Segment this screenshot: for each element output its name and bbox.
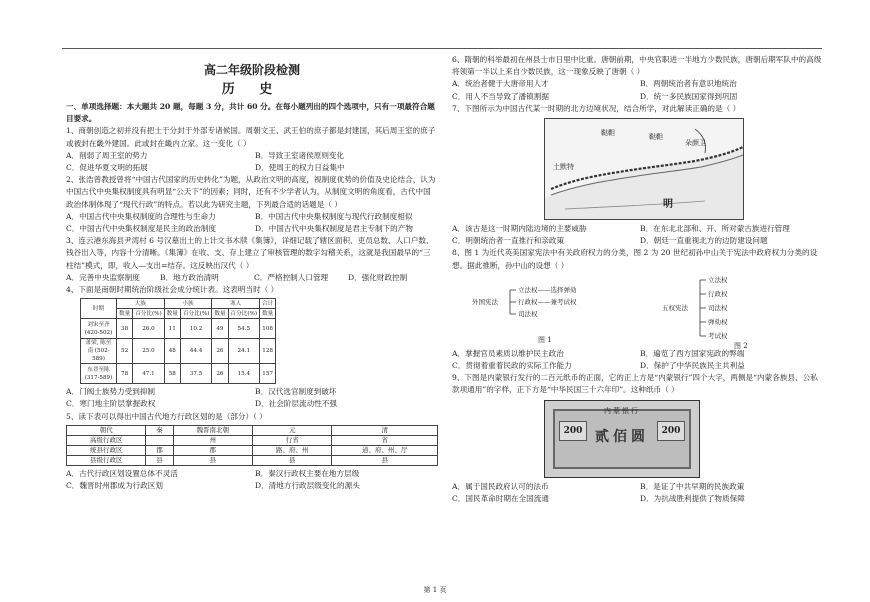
option-d[interactable]: D．中国古代中央集权制度是君主专制下的产物	[255, 224, 413, 234]
table-cell: 统县行政区	[67, 445, 146, 455]
table-row	[81, 364, 276, 384]
question-2-text: 2、张浩曾教授曾将“中国古代国家的历史转化”为题，从政治文明的高度，视制度优势的价值及史论结合，认为中国古代中央集权制度具有明显“公天下”的因素；同时，还有不少学者认为，从制度文明的角度看，古代中国政治体制体现了“现代行政”的特点。若以此为研究主题，下列最合适的话题是（ ）	[66, 175, 436, 209]
option-d[interactable]: D．保护了中华民族民主共利益	[640, 361, 745, 371]
question-3-text: 3、连云港东海县尹湾村 6 号汉墓出土的上计文书木牍《集簿》，详细记载了辖区面积、吏员总数、人口户数、钱谷出入等，内容十分清晰。《集簿》在收、支、存上建立了审核管理的数字勾稽关系，这就是我国最早的“三柱结”模式，即，收入—支出=结存。这反映出汉代（ ）	[66, 236, 434, 270]
option-a[interactable]: A．完善中央监察制度	[66, 272, 140, 282]
fig1-line: 行政权——兼考试权	[518, 297, 577, 306]
table-row	[81, 339, 276, 364]
table-subheader: 数量	[212, 309, 228, 319]
table-cell: 44.4	[180, 339, 211, 364]
table-cell: 县级行政区	[67, 455, 146, 465]
fig2-item: 考试权	[708, 331, 728, 340]
option-a[interactable]: A．削弱了周王室的势力	[66, 150, 148, 160]
question-8-text: 8、图 1 为近代英美国家宪法中有关政府权力的分类，图 2 为 20 世纪初孙中山关于宪法中政府权力分类的设想。据此推断，孙中山的设想（ ）	[452, 248, 818, 270]
admin-division-table	[66, 425, 438, 466]
fig1-line: 立法权——选择弹劾	[518, 285, 577, 294]
table-header: 时期	[81, 299, 117, 319]
table-cell: 10.2	[180, 319, 211, 339]
option-a[interactable]: A．门阀士族势力受到抑制	[66, 387, 156, 397]
table-header: 小族	[164, 299, 212, 309]
question-4-text: 4、下面是南朝时期统治阶级社会成分统计表。这表明当时（ ）	[66, 285, 279, 295]
option-b[interactable]: B．导致王室诸侯原则变化	[255, 150, 345, 160]
table-row	[67, 455, 438, 465]
fig2-item: 行政权	[708, 289, 728, 298]
northern-border-map	[544, 118, 744, 220]
question-6-text: 6、隋朝的科举最初在州县士市日里中比重。唐朝前期，中央官职进一半地方少数民族，唐朝后期军队中的高级将领第一半以上来自少数民族，这一现象反映了唐朝（ ）	[452, 55, 822, 77]
option-b[interactable]: B．地方政治清明	[160, 272, 219, 282]
table-cell: 58	[164, 364, 180, 384]
question-4-options	[66, 386, 438, 410]
exam-title: 高二年级阶段检测	[203, 63, 300, 77]
option-c[interactable]: C．用人不当导致了潘镇割据	[452, 91, 549, 101]
table-header: 魏晋南北朝	[173, 425, 252, 435]
table-cell: 48	[164, 339, 180, 364]
table-row	[67, 445, 438, 455]
banknote-title: 内蒙银行	[604, 406, 640, 415]
option-c[interactable]: C．严格控制人口管理	[254, 272, 329, 282]
page-number: 第 1 页	[423, 586, 447, 594]
option-a[interactable]: A．古代行政区划设置总体不灵活	[66, 468, 178, 478]
table-cell: 24.1	[228, 339, 259, 364]
option-c[interactable]: C．贯彻着重着民政的实际工作能力	[452, 361, 572, 371]
question-9-text: 9、下图是内蒙银行发行的二百元纸币的正面，它的正上方是“内蒙银行”四个大字，两侧是“内蒙各族县、公私款项通用”的字样，正下方是“中华民国三十六年印”。这种纸币（ ）	[452, 373, 818, 395]
question-2-options	[66, 211, 438, 235]
table-cell: 11	[164, 319, 180, 339]
table-header: 大族	[117, 299, 165, 309]
table-cell: 县	[146, 455, 173, 465]
table-cell: 州	[173, 435, 252, 445]
table-cell: 52	[117, 339, 133, 364]
fig2-caption: 图 2	[734, 341, 748, 350]
table-subheader: 百分比(%)	[180, 309, 211, 319]
table-cell: 78	[117, 364, 133, 384]
option-c[interactable]: C．明朝统治者一直推行和亲政策	[452, 236, 565, 246]
table-subheader: 数量	[164, 309, 180, 319]
option-d[interactable]: D．社会阶层流动性不强	[255, 399, 338, 409]
table-cell: 省	[332, 435, 438, 445]
option-c[interactable]: C．国民革命时期在全国流通	[452, 493, 549, 503]
table-header: 寒人	[212, 299, 260, 309]
option-a[interactable]: A．掌握官员素质以维护民主政治	[452, 348, 564, 358]
table-cell: 157	[260, 364, 276, 384]
option-b[interactable]: B．汉代选官制度到破坏	[255, 387, 337, 397]
table-cell: 县	[252, 455, 331, 465]
table-cell: 25.0	[133, 339, 164, 364]
period-cell: 东晋至陈 (317-589)	[81, 364, 117, 384]
option-a[interactable]: A．统治者健于大唐帝用人才	[452, 79, 549, 89]
option-b[interactable]: B．是证了中共早期的民族政策	[640, 481, 745, 491]
fig1-line: 司法权	[518, 309, 538, 318]
option-c[interactable]: C．促进华夏文明的拓展	[66, 163, 148, 173]
fig2-center: 五权宪法	[662, 303, 688, 312]
table-cell: 38	[117, 319, 133, 339]
table-header: 朝代	[67, 425, 146, 435]
table-cell: 路、府、州	[252, 445, 331, 455]
option-b[interactable]: B．在东北北部和、开、所对蒙古族进行管理	[640, 224, 790, 234]
table-row	[67, 435, 438, 445]
option-d[interactable]: D．朝廷一直重视北方的边防建设问题	[640, 236, 768, 246]
option-b[interactable]: B．遍览了西方国家宪政的弊端	[640, 348, 745, 358]
table-cell: 郡	[146, 445, 173, 455]
option-b[interactable]: B．两朝统治者有意识地统治	[640, 79, 737, 89]
table-header: 秦	[146, 425, 173, 435]
table-subheader: 百分比(%)	[133, 309, 164, 319]
option-a[interactable]: A．中国古代中央集权制度的合理性与生命力	[66, 211, 216, 221]
question-7-options	[452, 223, 822, 247]
table-cell: 15.4	[228, 364, 259, 384]
option-b[interactable]: B．中国古代中央集权制度与现代行政制度相似	[255, 211, 413, 221]
top-rule	[62, 48, 822, 49]
table-cell: 道、府、州、厅	[332, 445, 438, 455]
table-subheader: 数量	[260, 309, 276, 319]
left-column	[66, 54, 438, 492]
table-cell: 37.5	[180, 364, 211, 384]
map-label: 鞑靼	[601, 129, 615, 138]
table-header: 元	[252, 425, 331, 435]
banknote-value-right: 200	[657, 421, 685, 441]
table-header: 合计	[260, 299, 276, 309]
table-cell	[146, 435, 173, 445]
question-3-options	[66, 272, 438, 284]
table-cell: 49	[212, 319, 228, 339]
map-label: 土默特	[553, 163, 574, 172]
fig1-center: 外国宪法	[472, 297, 498, 306]
option-d[interactable]: D．为抗战胜利提供了物质保障	[640, 493, 745, 503]
option-a[interactable]: A．属于国民政府认可的法币	[452, 481, 549, 491]
table-cell: 47.1	[133, 364, 164, 384]
table-cell: 县	[173, 455, 252, 465]
table-cell: 26.0	[133, 319, 164, 339]
table-cell: 54.5	[228, 319, 259, 339]
option-d[interactable]: D．统一多民族国家得到巩固	[640, 91, 738, 101]
map-label: 鞑靼	[649, 133, 663, 142]
table-subheader: 百分比(%)	[228, 309, 259, 319]
question-7-text: 7、下图所示为中国古代某一时期的北方边境状况，结合所学，对此解读正确的是（ ）	[452, 103, 741, 113]
banknote-denomination: 贰佰圆	[595, 428, 649, 445]
period-cell: 刘宋至齐 (420-502)	[81, 319, 117, 339]
table-cell: 高级行政区	[67, 435, 146, 445]
period-cell: 萧梁, 陈至南 (502-589)	[81, 339, 117, 364]
option-c[interactable]: C．中国古代中央集权制度是民主的政治制度	[66, 224, 217, 234]
social-composition-table	[80, 298, 276, 384]
option-d[interactable]: D．强化财政控制	[348, 272, 408, 282]
table-subheader: 数量	[117, 309, 133, 319]
table-cell: 128	[260, 339, 276, 364]
option-c[interactable]: C．魏晋时州郡成为行政区划	[66, 481, 163, 491]
question-1-options	[66, 150, 438, 174]
table-cell: 26	[212, 339, 228, 364]
map-graphic	[545, 119, 744, 220]
fig1-caption: 图 1	[538, 335, 552, 344]
banknote-image	[544, 400, 700, 478]
table-cell: 郡	[173, 445, 252, 455]
table-cell: 县	[332, 455, 438, 465]
table-cell: 108	[260, 319, 276, 339]
option-a[interactable]: A．该古是这一时期内陆边境的主要威胁	[452, 224, 587, 234]
map-label: 朵颜卫	[685, 139, 706, 148]
question-6-options	[452, 78, 822, 102]
map-label: 明	[663, 199, 673, 211]
table-cell: 行省	[252, 435, 331, 445]
option-b[interactable]: B．秦汉行政权主要在地方层级	[255, 468, 360, 478]
right-column	[452, 54, 822, 505]
banknote-value-left: 200	[559, 421, 587, 441]
power-diagrams	[472, 274, 802, 350]
option-c[interactable]: C．寒门地主阶层掌握政权	[66, 399, 156, 409]
question-8-options	[452, 348, 822, 372]
question-5-text: 5、读下表可以得出中国古代地方行政区划的是（部分）（ ）	[66, 411, 267, 421]
exam-subject: 历 史	[221, 82, 283, 97]
table-cell: 26	[212, 364, 228, 384]
fig2-item: 立法权	[708, 275, 728, 284]
fig2-item: 司法权	[708, 303, 728, 312]
table-row	[81, 319, 276, 339]
section-instructions: 一、单项选择题：本大题共 20 题，每题 3 分，共计 60 分。在每小题列出的四个选项中，只有一项最符合题目要求。	[66, 102, 435, 124]
question-5-options	[66, 468, 438, 492]
fig2-item: 弹劾权	[708, 317, 728, 326]
question-1-text: 1、商朝创造之初并没有把土于分封于外部专诸候国。周朝文王、武王伯的庶子都是封建国，其后周王室的庶子或被封在畿外建国。此或封在畿内立家。这一变化（ ）	[66, 126, 436, 148]
table-header: 清	[332, 425, 438, 435]
option-d[interactable]: D．清地方行政层级变化的源头	[255, 481, 360, 491]
question-9-options	[452, 481, 822, 505]
option-d[interactable]: D．使周王的权力日益集中	[255, 163, 345, 173]
